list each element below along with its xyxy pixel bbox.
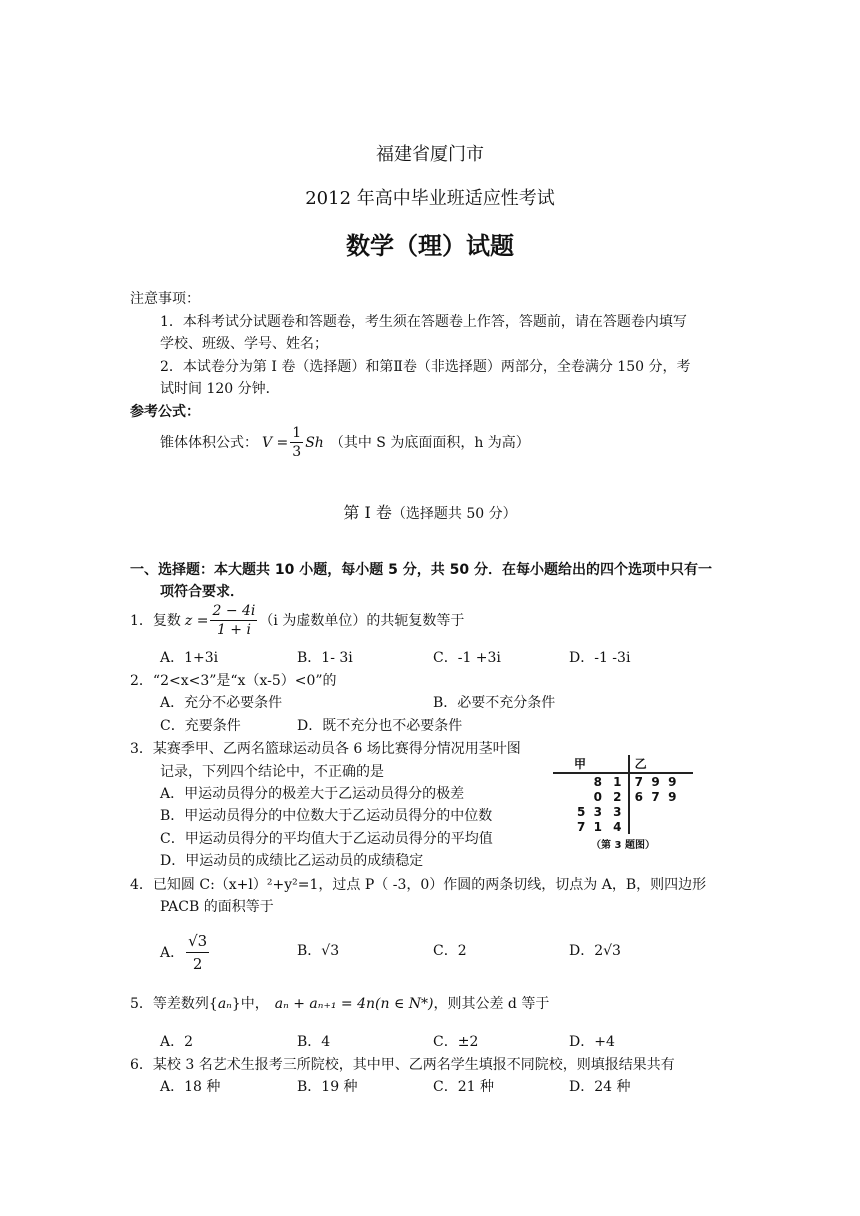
section1-title: 一、选择题：本大题共 10 小题，每小题 5 分，共 50 分．在每小题给出的四个选项中只有一 — [130, 562, 712, 578]
question-6: 6．某校 3 名艺术生报考三所院校，其中甲、乙两名学生填报不同院校，则填报结果共有 — [130, 1057, 675, 1073]
q4-option-c: C．2 — [433, 943, 467, 959]
q5-prefix: 5．等差数列{ — [130, 996, 218, 1012]
stem-leaf-head-left: 甲 — [553, 755, 607, 773]
notice-item1-cont: 学校、班级、学号、姓名； — [160, 336, 328, 352]
q5-seq: aₙ — [217, 996, 232, 1012]
stem-leaf-left-2: 0 — [593, 789, 603, 804]
question-5 — [130, 994, 549, 1014]
q1-den: 1 + i — [216, 622, 251, 638]
q2-option-a: A．充分不必要条件 — [160, 695, 283, 711]
q3-option-c: C．甲运动员得分的平均值大于乙运动员得分的平均值 — [160, 831, 493, 847]
stem-leaf-figure — [553, 755, 693, 850]
q5-option-b: B．4 — [297, 1034, 331, 1050]
q4-option-a-num: √3 — [186, 930, 209, 953]
question-3: 3．某赛季甲、乙两名篮球运动员各 6 场比赛得分情况用茎叶图 — [130, 741, 521, 757]
formula-title: 参考公式： — [130, 404, 200, 420]
q4-option-b-label: B． — [297, 943, 322, 959]
notice-title: 注意事项： — [130, 291, 200, 307]
stem-leaf-right-1: 7 9 9 — [634, 774, 677, 789]
formula-num: 1 — [292, 425, 302, 441]
q1-prefix: 1．复数 — [130, 612, 181, 629]
formula-fraction — [290, 424, 303, 461]
q4-option-b-value: √3 — [321, 943, 340, 959]
stem-leaf-head-right: 乙 — [629, 755, 693, 773]
part1-heading — [0, 500, 860, 523]
part1-title: 第 Ⅰ 卷 — [343, 503, 392, 522]
question-1 — [130, 602, 464, 639]
stem-leaf-stem-3: 3 — [607, 804, 629, 819]
formula-rhs: Sh — [305, 434, 324, 451]
q1-num: 2 − 4i — [212, 603, 256, 619]
q5-equation: aₙ + aₙ₊₁ = 4n(n ∈ N*) — [274, 996, 434, 1012]
question-3-cont: 记录，下列四个结论中，不正确的是 — [160, 764, 384, 780]
q6-option-d: D．24 种 — [569, 1079, 631, 1095]
stem-leaf-stem-2: 2 — [607, 789, 629, 804]
title-exam: 2012 年高中毕业班适应性考试 — [305, 188, 555, 209]
q4-option-b — [297, 941, 339, 961]
question-2: 2．“2<x<3”是“x（x-5）<0”的 — [130, 673, 337, 689]
q1-suffix: （i 为虚数单位）的共轭复数等于 — [259, 612, 465, 629]
q1-option-a: A．1+3i — [160, 650, 219, 666]
part1-sub: （选择题共 50 分） — [391, 506, 517, 522]
q4-option-a — [160, 930, 211, 975]
q4-option-a-label: A． — [160, 944, 185, 961]
formula-line — [160, 424, 530, 461]
q1-lhs: z = — [184, 612, 209, 629]
q3-option-b: B．甲运动员得分的中位数大于乙运动员得分的中位数 — [160, 808, 493, 824]
question-4-cont: PACB 的面积等于 — [160, 899, 274, 915]
stem-leaf-left-1: 8 — [593, 774, 603, 789]
stem-leaf-table — [553, 755, 693, 834]
q4-option-d-label: D．2 — [569, 943, 604, 959]
formula-note: （其中 S 为底面面积，h 为高） — [329, 434, 530, 451]
stem-leaf-left-3: 5 3 — [576, 804, 603, 819]
q3-option-a: A．甲运动员得分的极差大于乙运动员得分的极差 — [160, 786, 465, 802]
stem-leaf-stem-4: 4 — [607, 819, 629, 834]
notice-item1: 1．本科考试分试题卷和答题卷，考生须在答题卷上作答，答题前，请在答题卷内填写 — [160, 314, 687, 330]
section1-title-cont: 项符合要求． — [160, 584, 244, 600]
q4-option-d — [569, 941, 621, 961]
q4-option-d-value: √3 — [603, 943, 621, 959]
q6-option-c: C．21 种 — [433, 1079, 494, 1095]
stem-leaf-caption: （第 3 题图） — [591, 840, 655, 851]
q1-option-c: C．-1 +3i — [433, 650, 501, 666]
q5-suffix: ，则其公差 d 等于 — [433, 996, 550, 1012]
q6-option-a: A．18 种 — [160, 1079, 221, 1095]
title-region: 福建省厦门市 — [376, 144, 484, 165]
q2-option-d: D．既不充分也不必要条件 — [297, 718, 463, 734]
formula-lhs: V = — [262, 434, 289, 451]
notice-item2: 2．本试卷分为第 I 卷（选择题）和第Ⅱ卷（非选择题）两部分，全卷满分 150 分，考 — [160, 359, 691, 375]
q5-mid: }中， — [231, 996, 269, 1012]
stem-leaf-left-4: 7 1 — [576, 819, 603, 834]
formula-label: 锥体体积公式： — [160, 434, 258, 451]
q1-fraction — [210, 602, 257, 639]
notice-item2-cont: 试时间 120 分钟． — [160, 381, 280, 397]
formula-den: 3 — [292, 444, 302, 460]
q1-option-d: D．-1 -3i — [569, 650, 631, 666]
q6-option-b: B．19 种 — [297, 1079, 358, 1095]
question-4: 4．已知圆 C:（x+l）²+y²=1，过点 P（ -3，0）作圆的两条切线，切点为 A，B，则四边形 — [130, 877, 707, 893]
q5-option-d: D．+4 — [569, 1034, 615, 1050]
stem-leaf-right-2: 6 7 9 — [634, 789, 677, 804]
title-subject: 数学（理）试题 — [346, 232, 514, 260]
q4-option-a-fraction — [186, 930, 209, 975]
q2-option-c: C．充要条件 — [160, 718, 241, 734]
stem-leaf-stem-1: 1 — [607, 773, 629, 789]
q5-option-a: A．2 — [160, 1034, 194, 1050]
q1-option-b: B．1- 3i — [297, 650, 353, 666]
q2-option-b: B．必要不充分条件 — [433, 695, 556, 711]
q3-option-d: D．甲运动员的成绩比乙运动员的成绩稳定 — [160, 853, 424, 869]
q4-option-a-den: 2 — [192, 955, 203, 973]
q5-option-c: C．±2 — [433, 1034, 479, 1050]
